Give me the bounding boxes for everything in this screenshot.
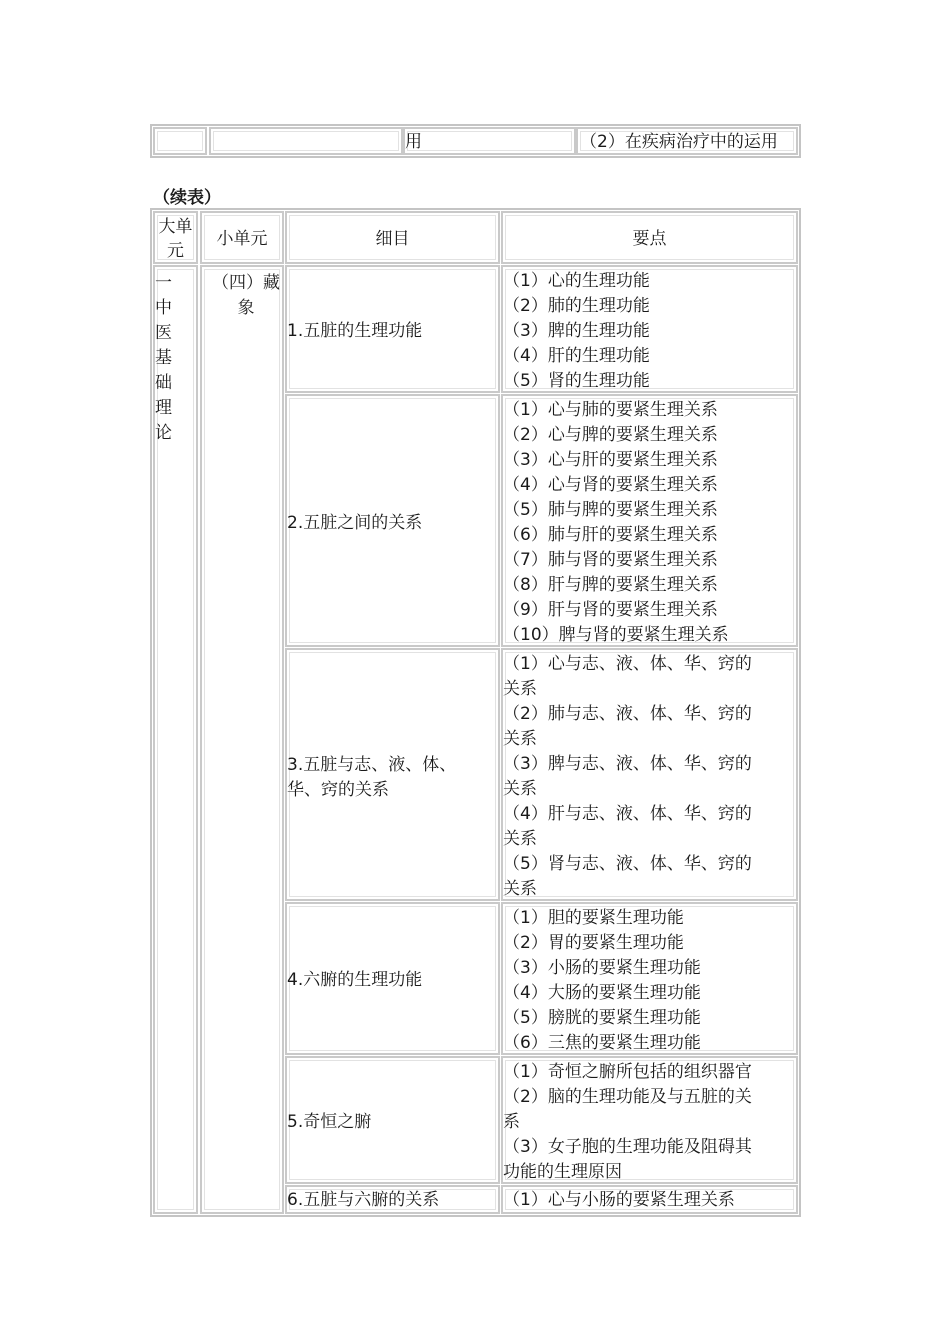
point-item: （2）心与脾的要紧生理关系 bbox=[503, 425, 718, 445]
point-item: （5）膀胱的要紧生理功能 bbox=[503, 1008, 701, 1028]
point-item: （1）胆的要紧生理功能 bbox=[503, 908, 684, 928]
detail-line: 3.五脏与志、液、体、 bbox=[287, 755, 457, 775]
point-item: （4）肝的生理功能 bbox=[503, 346, 650, 366]
header-detail bbox=[285, 211, 500, 264]
point-item: （7）肺与肾的要紧生理关系 bbox=[503, 550, 718, 570]
point-item: （3）心与肝的要紧生理关系 bbox=[503, 450, 718, 470]
points-list-6 bbox=[503, 1188, 735, 1213]
points-cell-1 bbox=[501, 265, 798, 393]
detail-cell-3 bbox=[285, 648, 500, 901]
point-item: （2）肺的生理功能 bbox=[503, 296, 650, 316]
header-key-points-text: 要点 bbox=[632, 229, 667, 249]
points-cell-6 bbox=[501, 1185, 798, 1214]
detail-text-3 bbox=[287, 753, 456, 803]
detail-text-1: 1.五脏的生理功能 bbox=[287, 321, 423, 341]
point-item: （5）肾与志、液、体、华、窍的 bbox=[503, 854, 752, 874]
point-item: （4）大肠的要紧生理功能 bbox=[503, 983, 701, 1003]
header-detail-text: 细目 bbox=[375, 229, 410, 249]
point-item: （2）胃的要紧生理功能 bbox=[503, 933, 684, 953]
fragment-cell-3-text: 用 bbox=[405, 132, 422, 152]
major-unit-text: 一中医基础理论 bbox=[155, 273, 172, 443]
fragment-cell-4 bbox=[576, 127, 798, 155]
detail-cell-4 bbox=[285, 902, 500, 1055]
points-list-1 bbox=[503, 269, 650, 394]
point-item: （2）肺与志、液、体、华、窍的 bbox=[503, 704, 752, 724]
detail-text-6: 6.五脏与六腑的关系 bbox=[287, 1190, 440, 1210]
header-major-unit-text: 大单元 bbox=[158, 217, 193, 261]
minor-unit-cell bbox=[200, 265, 284, 1214]
point-item: （9）肝与肾的要紧生理关系 bbox=[503, 600, 718, 620]
fragment-cell-1 bbox=[153, 127, 207, 155]
points-list-3 bbox=[503, 652, 752, 902]
fragment-cell-3 bbox=[403, 127, 576, 155]
point-item: （1）心与志、液、体、华、窍的 bbox=[503, 654, 752, 674]
point-item: （6）肺与肝的要紧生理关系 bbox=[503, 525, 718, 545]
detail-cell-6 bbox=[285, 1185, 500, 1214]
point-item: （3）小肠的要紧生理功能 bbox=[503, 958, 701, 978]
detail-cell-2 bbox=[285, 394, 500, 647]
point-item: （1）心与小肠的要紧生理关系 bbox=[503, 1190, 735, 1210]
detail-text-2: 2.五脏之间的关系 bbox=[287, 513, 423, 533]
header-minor-unit-text: 小单元 bbox=[216, 229, 268, 249]
points-list-5 bbox=[503, 1060, 752, 1185]
detail-text-5: 5.奇恒之腑 bbox=[287, 1112, 372, 1132]
header-major-unit bbox=[153, 211, 198, 264]
point-item: （5）肺与脾的要紧生理关系 bbox=[503, 500, 718, 520]
major-unit-cell bbox=[153, 265, 198, 1214]
point-item: 关系 bbox=[503, 879, 537, 899]
continued-table-label: （续表） bbox=[153, 188, 221, 208]
point-item: （8）肝与脾的要紧生理关系 bbox=[503, 575, 718, 595]
points-cell-4 bbox=[501, 902, 798, 1055]
point-item: （10）脾与肾的要紧生理关系 bbox=[503, 625, 729, 645]
detail-line: 华、窍的关系 bbox=[287, 780, 389, 800]
point-item: （1）心的生理功能 bbox=[503, 271, 650, 291]
point-item: （4）肝与志、液、体、华、窍的 bbox=[503, 804, 752, 824]
point-item: 关系 bbox=[503, 829, 537, 849]
fragment-cell-4-text: （2）在疾病治疗中的运用 bbox=[580, 132, 778, 152]
point-item: （4）心与肾的要紧生理关系 bbox=[503, 475, 718, 495]
header-minor-unit bbox=[200, 211, 284, 264]
point-item: 功能的生理原因 bbox=[503, 1162, 622, 1182]
point-item: 关系 bbox=[503, 679, 537, 699]
points-list-2 bbox=[503, 398, 729, 648]
point-item: 关系 bbox=[503, 729, 537, 749]
detail-cell-1 bbox=[285, 265, 500, 393]
detail-cell-5 bbox=[285, 1056, 500, 1184]
points-cell-2 bbox=[501, 394, 798, 647]
fragment-cell-2 bbox=[209, 127, 403, 155]
point-item: （6）三焦的要紧生理功能 bbox=[503, 1033, 701, 1053]
point-item: （1）心与肺的要紧生理关系 bbox=[503, 400, 718, 420]
point-item: （3）脾与志、液、体、华、窍的 bbox=[503, 754, 752, 774]
points-cell-5 bbox=[501, 1056, 798, 1184]
minor-unit-text: （四）藏象 bbox=[212, 273, 280, 318]
points-list-4 bbox=[503, 906, 701, 1056]
point-item: （3）脾的生理功能 bbox=[503, 321, 650, 341]
detail-text-4: 4.六腑的生理功能 bbox=[287, 970, 423, 990]
point-item: 关系 bbox=[503, 779, 537, 799]
header-key-points bbox=[501, 211, 798, 264]
point-item: （2）脑的生理功能及与五脏的关 bbox=[503, 1087, 752, 1107]
point-item: （3）女子胞的生理功能及阻碍其 bbox=[503, 1137, 752, 1157]
point-item: （1）奇恒之腑所包括的组织器官 bbox=[503, 1062, 752, 1082]
points-cell-3 bbox=[501, 648, 798, 901]
point-item: （5）肾的生理功能 bbox=[503, 371, 650, 391]
point-item: 系 bbox=[503, 1112, 520, 1132]
